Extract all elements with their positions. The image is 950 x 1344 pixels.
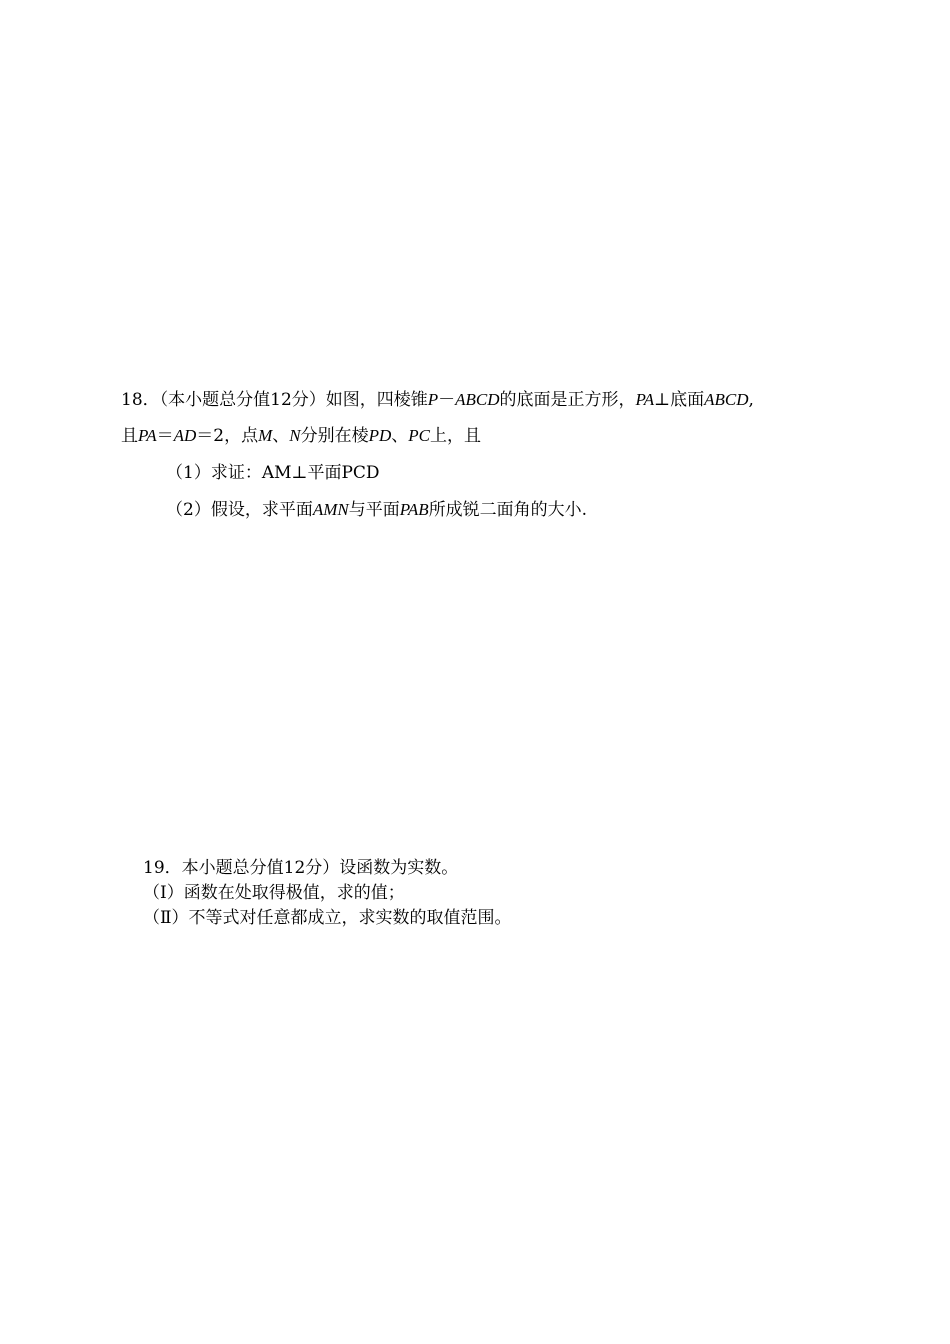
q18-text: ＝: [156, 426, 174, 446]
question-18-stem-line-1: [121, 389, 754, 411]
q18-text: 且: [121, 426, 138, 446]
q18-text: 所成锐二面角的大小.: [428, 500, 588, 520]
q18-text: 分别在棱: [300, 426, 369, 446]
q18-math-PC: PC: [408, 426, 430, 445]
q18-text: ,: [748, 390, 754, 410]
question-19-stem: 19．本小题总分值12分）设函数为实数。: [143, 858, 459, 878]
q18-text: （2）假设，求平面: [166, 500, 313, 520]
q18-math-N: N: [289, 426, 301, 445]
q18-math-AMN: AMN: [312, 500, 349, 519]
q18-math-P: P: [427, 390, 439, 409]
q18-math-PAB: PAB: [399, 500, 429, 519]
q18-math-PA: PA: [635, 390, 655, 409]
q18-math-PA: PA: [138, 426, 157, 445]
q18-text: 、: [272, 426, 290, 446]
question-18-part-2: [166, 499, 587, 521]
question-19-part-2: （Ⅱ）不等式对任意都成立，求实数的取值范围。: [143, 908, 512, 928]
q18-text: 18．（本小题总分值12分）如图，四棱锥: [121, 390, 428, 410]
q18-text: 上，且: [430, 426, 481, 446]
q18-text: 与平面: [348, 500, 400, 520]
question-18-part-1: （1）求证：AM⊥平面PCD: [166, 463, 380, 483]
q18-math-PD: PD: [368, 426, 392, 445]
question-18-stem-line-2: [121, 425, 481, 447]
q18-math-AD: AD: [173, 426, 197, 445]
q18-math-M: M: [258, 426, 273, 445]
q18-text: 、: [391, 426, 409, 446]
q18-math-ABCD: ABCD: [455, 390, 500, 409]
q18-text: 的底面是正方形，: [499, 390, 636, 410]
q18-text: ＝2，点: [196, 426, 259, 446]
q18-math-ABCD: ABCD: [704, 390, 749, 409]
q18-text: ⊥底面: [654, 390, 705, 410]
question-19-part-1: （Ⅰ）函数在处取得极值，求的值；: [143, 883, 405, 903]
q18-text: －: [438, 390, 456, 410]
